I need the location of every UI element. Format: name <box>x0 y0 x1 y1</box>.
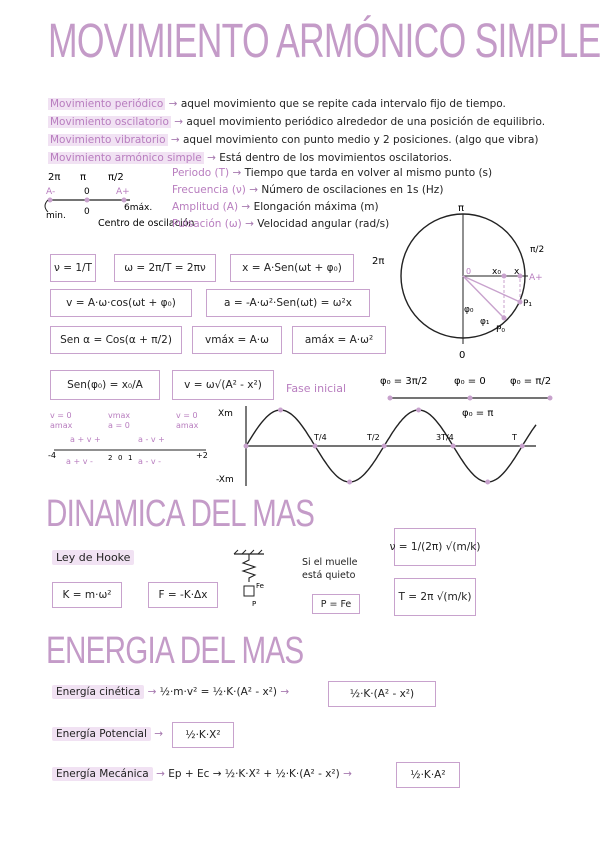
arrow-icon: → <box>170 134 180 146</box>
wave-point <box>278 408 283 413</box>
state-right-a: amax <box>176 421 199 430</box>
arrow-icon: → <box>249 184 259 196</box>
end-right: +2 <box>196 451 208 460</box>
radius-p1 <box>463 276 520 302</box>
param-term: Amplitud (A) <box>172 201 239 213</box>
arrow-icon: → <box>154 728 164 740</box>
tick-0: 0 <box>118 454 123 462</box>
formula-period-spring: T = 2π √(m/k) <box>394 578 476 616</box>
energy-mecanica-formula: Ep + Ec → ½·K·X² + ½·K·(A² - x²) <box>168 768 340 780</box>
circle-label-phi0: φ₀ <box>464 305 474 315</box>
definition-vibratorio <box>48 134 539 146</box>
label-pi-half: π/2 <box>108 172 124 183</box>
spring-diagram <box>228 548 278 612</box>
wave-label-neg-xm: -Xm <box>216 475 234 485</box>
formula-force: F = -K·Δx <box>148 582 218 608</box>
circle-label-phi1: φ₁ <box>480 317 490 327</box>
param-text: Número de oscilaciones en 1s (Hz) <box>261 184 444 196</box>
energy-potencial-label: Energía Potencial <box>52 727 151 741</box>
arrow-icon: → <box>174 116 184 128</box>
circle-label-center: 0 <box>466 267 472 276</box>
definition-text: aquel movimiento con punto medio y 2 posiciones. (algo que vibra) <box>183 134 539 146</box>
quieto-label: Si el muelle está quieto <box>302 557 358 581</box>
phase-circle-diagram <box>372 200 562 365</box>
label-a-minus: A- <box>46 187 56 197</box>
label-2pi: 2π <box>48 172 61 183</box>
phase-label-pi2: φ₀ = π/2 <box>510 376 552 387</box>
label-zero-bottom: 0 <box>84 207 90 217</box>
phase-point-right <box>548 396 553 401</box>
formula-frequency: ν = 1/T <box>50 254 96 282</box>
phase-point-center <box>468 396 473 401</box>
energy-mecanica-label: Energía Mecánica <box>52 767 153 781</box>
wave-point <box>382 444 387 449</box>
state-left-a: amax <box>50 421 73 430</box>
circle-label-0: 0 <box>459 350 466 361</box>
state-mid-a: a = 0 <box>108 421 130 430</box>
formula-initial-phase: Sen(φ₀) = x₀/A <box>50 370 160 400</box>
sign-top-right: a - v + <box>138 435 165 444</box>
formula-frequency-spring: ν = 1/(2π) √(m/k) <box>394 528 476 566</box>
arrow-icon: → <box>343 768 352 780</box>
force-p-label: P <box>252 600 257 608</box>
label-a-plus: A+ <box>116 187 130 197</box>
page-title: MOVIMIENTO ARMÓNICO SIMPLE <box>48 15 601 68</box>
state-left-v: v = 0 <box>50 411 72 420</box>
definition-text: aquel movimiento que se repite cada intervalo fijo de tiempo. <box>180 98 506 110</box>
hooke-text: Ley de Hooke <box>52 550 134 565</box>
arrow-icon: → <box>280 686 290 698</box>
formula-p-eq: P = Fe <box>312 594 360 614</box>
circle-label-p0: P₀ <box>496 325 506 335</box>
wave-tick-t: T <box>512 433 517 442</box>
wave-tick-3t4: 3T/4 <box>436 433 454 442</box>
param-periodo <box>172 167 492 179</box>
spring-coil <box>243 554 255 582</box>
section-title-energia: ENERGIA DEL MAS <box>46 630 304 672</box>
circle-label-x0: x₀ <box>492 267 501 277</box>
arrow-icon: → <box>168 98 178 110</box>
formula-amax: amáx = A·ω² <box>292 326 386 354</box>
phase-label-pi: φ₀ = π <box>462 408 494 419</box>
point-p0 <box>502 316 507 321</box>
oscillation-axis-sketch <box>40 168 195 243</box>
arrow-icon: → <box>241 201 251 213</box>
formula-vmax: vmáx = A·ω <box>192 326 282 354</box>
label-min: min. <box>46 211 66 221</box>
point-right <box>122 198 127 203</box>
param-amplitud <box>172 201 379 213</box>
energy-cinetica-row <box>52 686 289 698</box>
phase-point-left <box>388 396 393 401</box>
circle-label-a-plus: A+ <box>529 273 543 283</box>
wave-label-xm: Xm <box>218 409 233 419</box>
arrow-icon: → <box>156 768 165 780</box>
energy-potencial-box: ½·K·X² <box>172 722 234 748</box>
definition-text: aquel movimiento periódico alrededor de una posición de equilibrio. <box>186 116 546 128</box>
definition-periodico <box>48 98 506 110</box>
point-x0 <box>502 274 507 279</box>
param-text: Elongación máxima (m) <box>253 201 379 213</box>
point-center <box>85 198 90 203</box>
sign-bottom-right: a - v - <box>138 457 162 466</box>
definition-term: Movimiento armónico simple <box>50 152 202 164</box>
wave-point <box>416 408 421 413</box>
param-term: Pulsación (ω) <box>172 218 242 230</box>
param-pulsacion <box>172 218 389 230</box>
circle-label-pi-half: π/2 <box>530 245 545 255</box>
formula-omega: ω = 2π/T = 2πν <box>114 254 216 282</box>
label-pi: π <box>80 172 87 183</box>
energy-mecanica-row <box>52 768 352 780</box>
wave-point <box>347 480 352 485</box>
arrow-icon: → <box>207 152 216 164</box>
hooke-label <box>52 551 134 564</box>
circle-label-2pi: 2π <box>372 256 385 267</box>
definition-term: Movimiento oscilatorio <box>50 116 169 128</box>
sign-bottom-left: a + v - <box>66 457 93 466</box>
label-zero: 0 <box>84 187 90 197</box>
end-left: -4 <box>48 451 56 460</box>
phase-label-3pi2: φ₀ = 3π/2 <box>380 376 428 387</box>
param-text: Tiempo que tarda en volver al mismo punto (s) <box>244 167 493 179</box>
force-fe-label: Fe <box>256 582 264 590</box>
wave-tick-t4: T/4 <box>314 433 327 442</box>
energy-cinetica-formula: ½·m·v² = ½·K·(A² - x²) <box>159 686 277 698</box>
circle-label-x: x <box>514 267 520 277</box>
formula-velocity: v = A·ω·cos(ωt + φ₀) <box>50 289 192 317</box>
label-centro: Centro de oscilación <box>98 218 195 229</box>
formula-position: x = A·Sen(ωt + φ₀) <box>230 254 354 282</box>
wave-graph <box>214 402 544 492</box>
circle-label-pi: π <box>458 203 465 214</box>
param-term: Frecuencia (ν) <box>172 184 246 196</box>
tick-2: 2 <box>108 454 113 462</box>
wave-point <box>485 480 490 485</box>
param-text: Velocidad angular (rad/s) <box>257 218 390 230</box>
wave-point <box>244 444 249 449</box>
arrow-icon: → <box>147 686 157 698</box>
tick-1: 1 <box>128 454 133 462</box>
arrow-icon: → <box>245 218 254 230</box>
energy-cinetica-box: ½·K·(A² - x²) <box>328 681 436 707</box>
state-right-v: v = 0 <box>176 411 198 420</box>
energy-potencial-row <box>52 728 163 740</box>
point-left <box>48 198 53 203</box>
definition-term: Movimiento periódico <box>50 98 164 110</box>
label-max: 6máx. <box>124 203 153 213</box>
definition-text: Está dentro de los movimientos oscilatorios. <box>219 152 452 164</box>
wave-point <box>313 444 318 449</box>
spring-states-sketch <box>46 408 216 473</box>
param-term: Periodo (T) <box>172 167 230 179</box>
sign-top-left: a + v + <box>70 435 101 444</box>
formula-acceleration: a = -A·ω²·Sen(ωt) = ω²x <box>206 289 370 317</box>
energy-cinetica-label: Energía cinética <box>52 685 144 699</box>
definition-term: Movimiento vibratorio <box>50 134 166 146</box>
fase-inicial-label: Fase inicial <box>286 382 347 395</box>
formula-velocity-x: v = ω√(A² - x²) <box>172 370 274 400</box>
definition-mas <box>48 152 452 164</box>
definition-oscilatorio <box>48 116 545 128</box>
formula-k: K = m·ω² <box>52 582 122 608</box>
param-frecuencia <box>172 184 443 196</box>
spring-mass <box>244 586 254 596</box>
phase-label-0: φ₀ = 0 <box>454 376 486 387</box>
wave-tick-t2: T/2 <box>367 433 380 442</box>
circle-label-p1: P₁ <box>523 299 533 309</box>
section-title-dinamica: DINAMICA DEL MAS <box>46 493 315 535</box>
point-p1 <box>518 300 523 305</box>
energy-mecanica-box: ½·K·A² <box>396 762 460 788</box>
state-mid-v: vmax <box>108 411 131 420</box>
arrow-icon: → <box>232 167 242 179</box>
wave-point <box>451 444 456 449</box>
wave-point <box>520 444 525 449</box>
formula-trig: Sen α = Cos(α + π/2) <box>50 326 182 354</box>
